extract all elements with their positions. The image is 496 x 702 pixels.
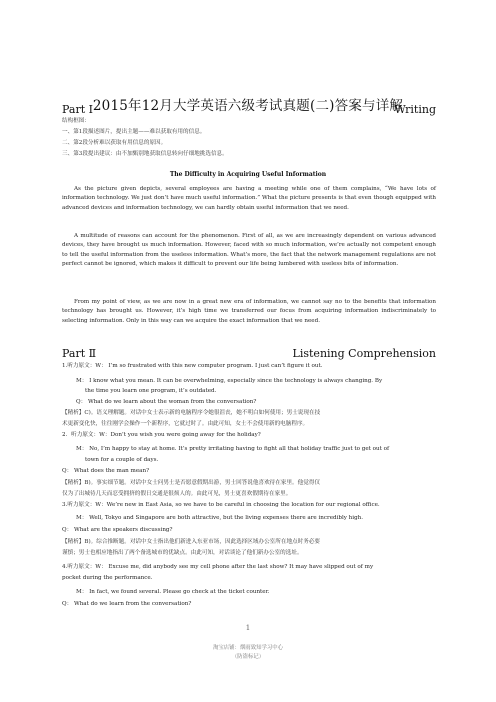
- q1-man: M： I know what you mean. It can be overwhelming, especially since the technology is always changing. By: [76, 378, 383, 384]
- q4-woman-cont: pocket during the performance.: [62, 575, 153, 581]
- part2-label: Part Ⅱ: [62, 347, 97, 360]
- essay-title: The Difficulty in Acquiring Useful Information: [169, 171, 327, 178]
- essay-paragraph-3: From my point of view, as we are now in a great new era of information, we cannot say no to the benefits that information technology has brought us. However, it’s high time we transferred our focus from acquiring information indiscriminately to selecting information. Only in this way can we acquire the exact information that we need.: [62, 299, 436, 324]
- q1-analysis-1: 【精析】C)。语义理解题。对话中女士表示新的电脑程序令她很沮丧，她不明白如何使用；男士说现在技: [62, 410, 321, 416]
- part2-heading: Listening Comprehension: [292, 347, 436, 360]
- part1-label: Part Ⅰ: [62, 103, 93, 116]
- part2-header: [62, 347, 436, 362]
- outline-item-2: 二、第2段分析难以获取有用信息的原因。: [62, 140, 167, 146]
- q3-analysis-2: 谨慎；男士也相应地指出了两个备选城市的优缺点。由此可知，对话谈论了他们新办公室的选址。: [62, 550, 303, 556]
- footer-store: 淘宝店铺：烟雨致知学习中心: [212, 645, 284, 651]
- q4-man: M： In fact, we found several. Please go check at the ticket counter.: [76, 589, 270, 595]
- essay-paragraph-1: As the picture given depicts, several employees are having a meeting while one of them complains, “We have lots of information technology. We just don’t have much useful information.” What the picture presents is that even though equipped with advanced devices and information technology, we can hardly obtain useful information that we need.: [62, 186, 436, 211]
- q2-woman: 2．听力原文：W：Don’t you wish you were going away for the holiday?: [62, 432, 261, 438]
- q2-man: M： No, I’m happy to stay at home. It’s pretty irritating having to fight all that holiday traffic just to get out of: [76, 446, 390, 452]
- q4-question: Q： What do we learn from the conversation?: [62, 601, 192, 607]
- essay-paragraph-2: A multitude of reasons can account for the phenomenon. First of all, as we are increasingly dependent on various advanced devices, they have brought us much information. However, faced with so much information, we’re actually not competent enough to tell the useful information from the useless information. What’s more, the fact that the network management regulations are not perfect cannot be ignored, which makes it difficult to prevent our life being lumbered with useless bits of information.: [62, 233, 436, 268]
- q2-analysis-2: 仅为了出城待几天而忍受拥挤的假日交通是很烦人的。由此可见，男士更喜欢假期待在家里。: [62, 491, 292, 497]
- q3-analysis-1: 【精析】B)。综合推断题。对话中女士指出他们新进入东亚市场，因此选择区域办公室所在地点时务必要: [62, 539, 321, 545]
- q4-woman: 4.听力原文：W： Excuse me, did anybody see my cell phone after the last show? It may have slipped out of my: [62, 564, 374, 570]
- q1-man-cont: the time you learn one program, it’s outdated.: [85, 388, 217, 394]
- q3-question: Q： What are the speakers discussing?: [62, 527, 173, 533]
- page-number: 1: [245, 624, 251, 632]
- part1-header: [62, 103, 436, 118]
- document-title: 2015年12月大学英语六级考试真题(二)答案与详解: [92, 98, 404, 114]
- part1-heading: Writing: [394, 103, 436, 116]
- q3-man: M： Well, Tokyo and Singapore are both attractive, but the living expenses there are incredibly high.: [76, 515, 364, 521]
- q2-analysis-1: 【精析】B)。事实细节题。对话中女士问男士是否愿意假期出游，男士回答说他喜欢待在家里。他觉得仅: [62, 480, 321, 486]
- q2-question: Q： What does the man mean?: [62, 468, 150, 474]
- q2-man-cont: town for a couple of days.: [85, 457, 159, 463]
- q1-analysis-2: 术更新变化快，往往刚学会操作一个新程序，它就过时了。由此可知，女士不会使用新的电脑程序。: [62, 421, 309, 427]
- outline-item-3: 三、第3段提出建议：由不加甄别地获取信息转向仔细地挑选信息。: [62, 151, 228, 157]
- q1-question: Q： What do we learn about the woman from the conversation?: [76, 399, 257, 405]
- outline-item-1: 一、第1段描述图片，提出主题——难以获取有用的信息。: [62, 129, 206, 135]
- outline-title: 结构框图：: [62, 118, 90, 124]
- footer-mark: （防盗标记）: [231, 654, 265, 660]
- q3-woman: 3.听力原文：W：We’re new in East Asia, so we have to be careful in choosing the location for our regional office.: [62, 502, 380, 508]
- q1-woman: 1.听力原文：W： I’m so frustrated with this new computer program. I just can’t figure it out.: [62, 363, 323, 369]
